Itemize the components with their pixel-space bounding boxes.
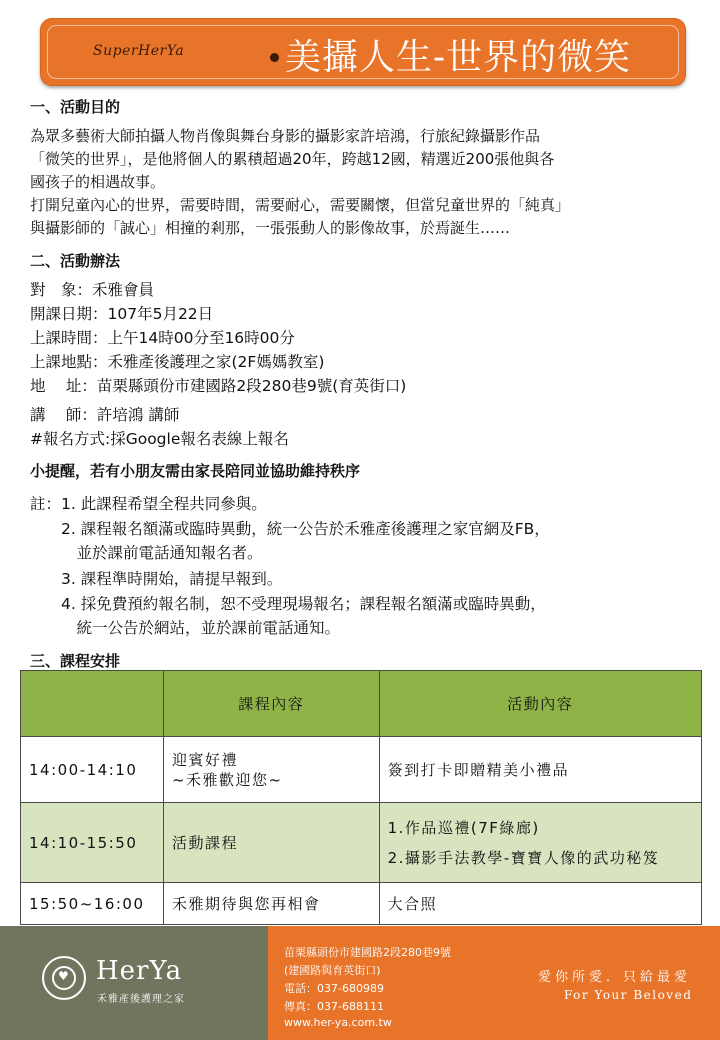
brand-name: HerYa [96,956,183,986]
website-link[interactable]: www.her-ya.com.tw [284,1016,392,1029]
note-line: 4. 採免費預約報名制，恕不受理現場報名；課程報名額滿或臨時異動， [30,595,546,613]
method-row: 上課地點：禾雅產後護理之家(2F媽媽教室) [30,353,325,371]
course-line: ~禾雅歡迎您~ [171,770,283,789]
section-method-heading: 二、活動辦法 [30,252,121,270]
method-row: 對 象：禾雅會員 [30,281,155,299]
time-cell: 15:50~16:00 [21,883,164,925]
table-row [21,803,702,883]
slogan-text: 愛你所愛．只給最愛 [538,970,692,985]
activity-line: 1.作品巡禮(7F綠廊) [387,818,540,837]
section-schedule-heading: 三、課程安排 [30,652,121,670]
banner-dot-icon [270,53,279,62]
activity-cell [379,803,701,883]
method-row: 講 師：許培鴻 講師 [30,406,180,424]
fax-line: 傳真：037-688111 [284,1000,384,1013]
time-cell: 14:10-15:50 [21,803,164,883]
note-line: 統一公告於網站，並於課前電話通知。 [30,619,341,637]
table-row [21,737,702,803]
heart-icon: ♥ [58,969,69,983]
purpose-line: 「微笑的世界」，是他將個人的累積超過20年，跨越12國，精選近200張他與各 [30,150,555,168]
note-line: 並於課前電話通知報名者。 [30,544,263,562]
course-line: 迎賓好禮 [171,750,238,769]
address-line: (建國路與育英街口) [284,964,381,977]
course-line: 活動課程 [171,833,238,852]
note-line: 3. 課程準時開始，請提早報到。 [30,570,283,588]
method-row: #報名方式:採Google報名表線上報名 [30,430,289,448]
course-cell [163,883,379,925]
method-row: 上課時間：上午14時00分至16時00分 [30,329,295,347]
time-cell: 14:00-14:10 [21,737,164,803]
footer [0,926,720,1040]
footer-logo-panel [0,926,268,1040]
header-course-cell: 課程內容 [163,671,379,737]
activity-cell [379,883,701,925]
method-row: 開課日期：107年5月22日 [30,305,214,323]
activity-line: 2.攝影手法教學-寶寶人像的武功秘笈 [387,848,660,867]
purpose-line: 為眾多藝術大師拍攝人物肖像與舞台身影的攝影家許培鴻，行旅紀錄攝影作品 [30,127,541,145]
course-cell [163,803,379,883]
section-purpose-heading: 一、活動目的 [30,98,121,116]
page-title: 美攝人生-世界的微笑 [285,37,632,78]
purpose-line: 與攝影師的「誠心」相撞的剎那，一張張動人的影像故事，於焉誕生…… [30,219,511,237]
banner-script-text: SuperHerYa [93,43,185,59]
note-line: 2. 課程報名額滿或臨時異動，統一公告於禾雅產後護理之家官網及FB， [30,520,550,538]
table-row [21,883,702,925]
course-cell [163,737,379,803]
activity-line: 簽到打卡即贈精美小禮品 [387,760,570,779]
course-line: 禾雅期待與您再相會 [171,894,321,913]
header-activity-cell: 活動內容 [379,671,701,737]
schedule-table [20,670,702,925]
phone-line: 電話：037-680989 [284,982,384,995]
activity-cell [379,737,701,803]
activity-line: 大合照 [387,894,438,913]
reminder-text: 小提醒，若有小朋友需由家長陪同並協助維持秩序 [30,462,361,480]
heart-flower-icon [42,956,86,1000]
brand-subtitle: 禾雅產後護理之家 [97,994,185,1005]
slogan-english: For Your Beloved [564,988,693,1002]
table-header-row [21,671,702,737]
note-line: 註：1. 此課程希望全程共同參與。 [30,495,267,513]
purpose-line: 國孩子的相遇故事。 [30,173,166,191]
method-row: 地 址：苗栗縣頭份市建國路2段280巷9號(育英街口) [30,377,407,395]
title-banner [40,18,686,86]
address-line: 苗栗縣頭份市建國路2段280巷9號 [284,946,451,959]
header-time-cell [21,671,164,737]
purpose-line: 打開兒童內心的世界，需要時間，需要耐心，需要關懷，但當兒童世界的「純真」 [30,196,571,214]
